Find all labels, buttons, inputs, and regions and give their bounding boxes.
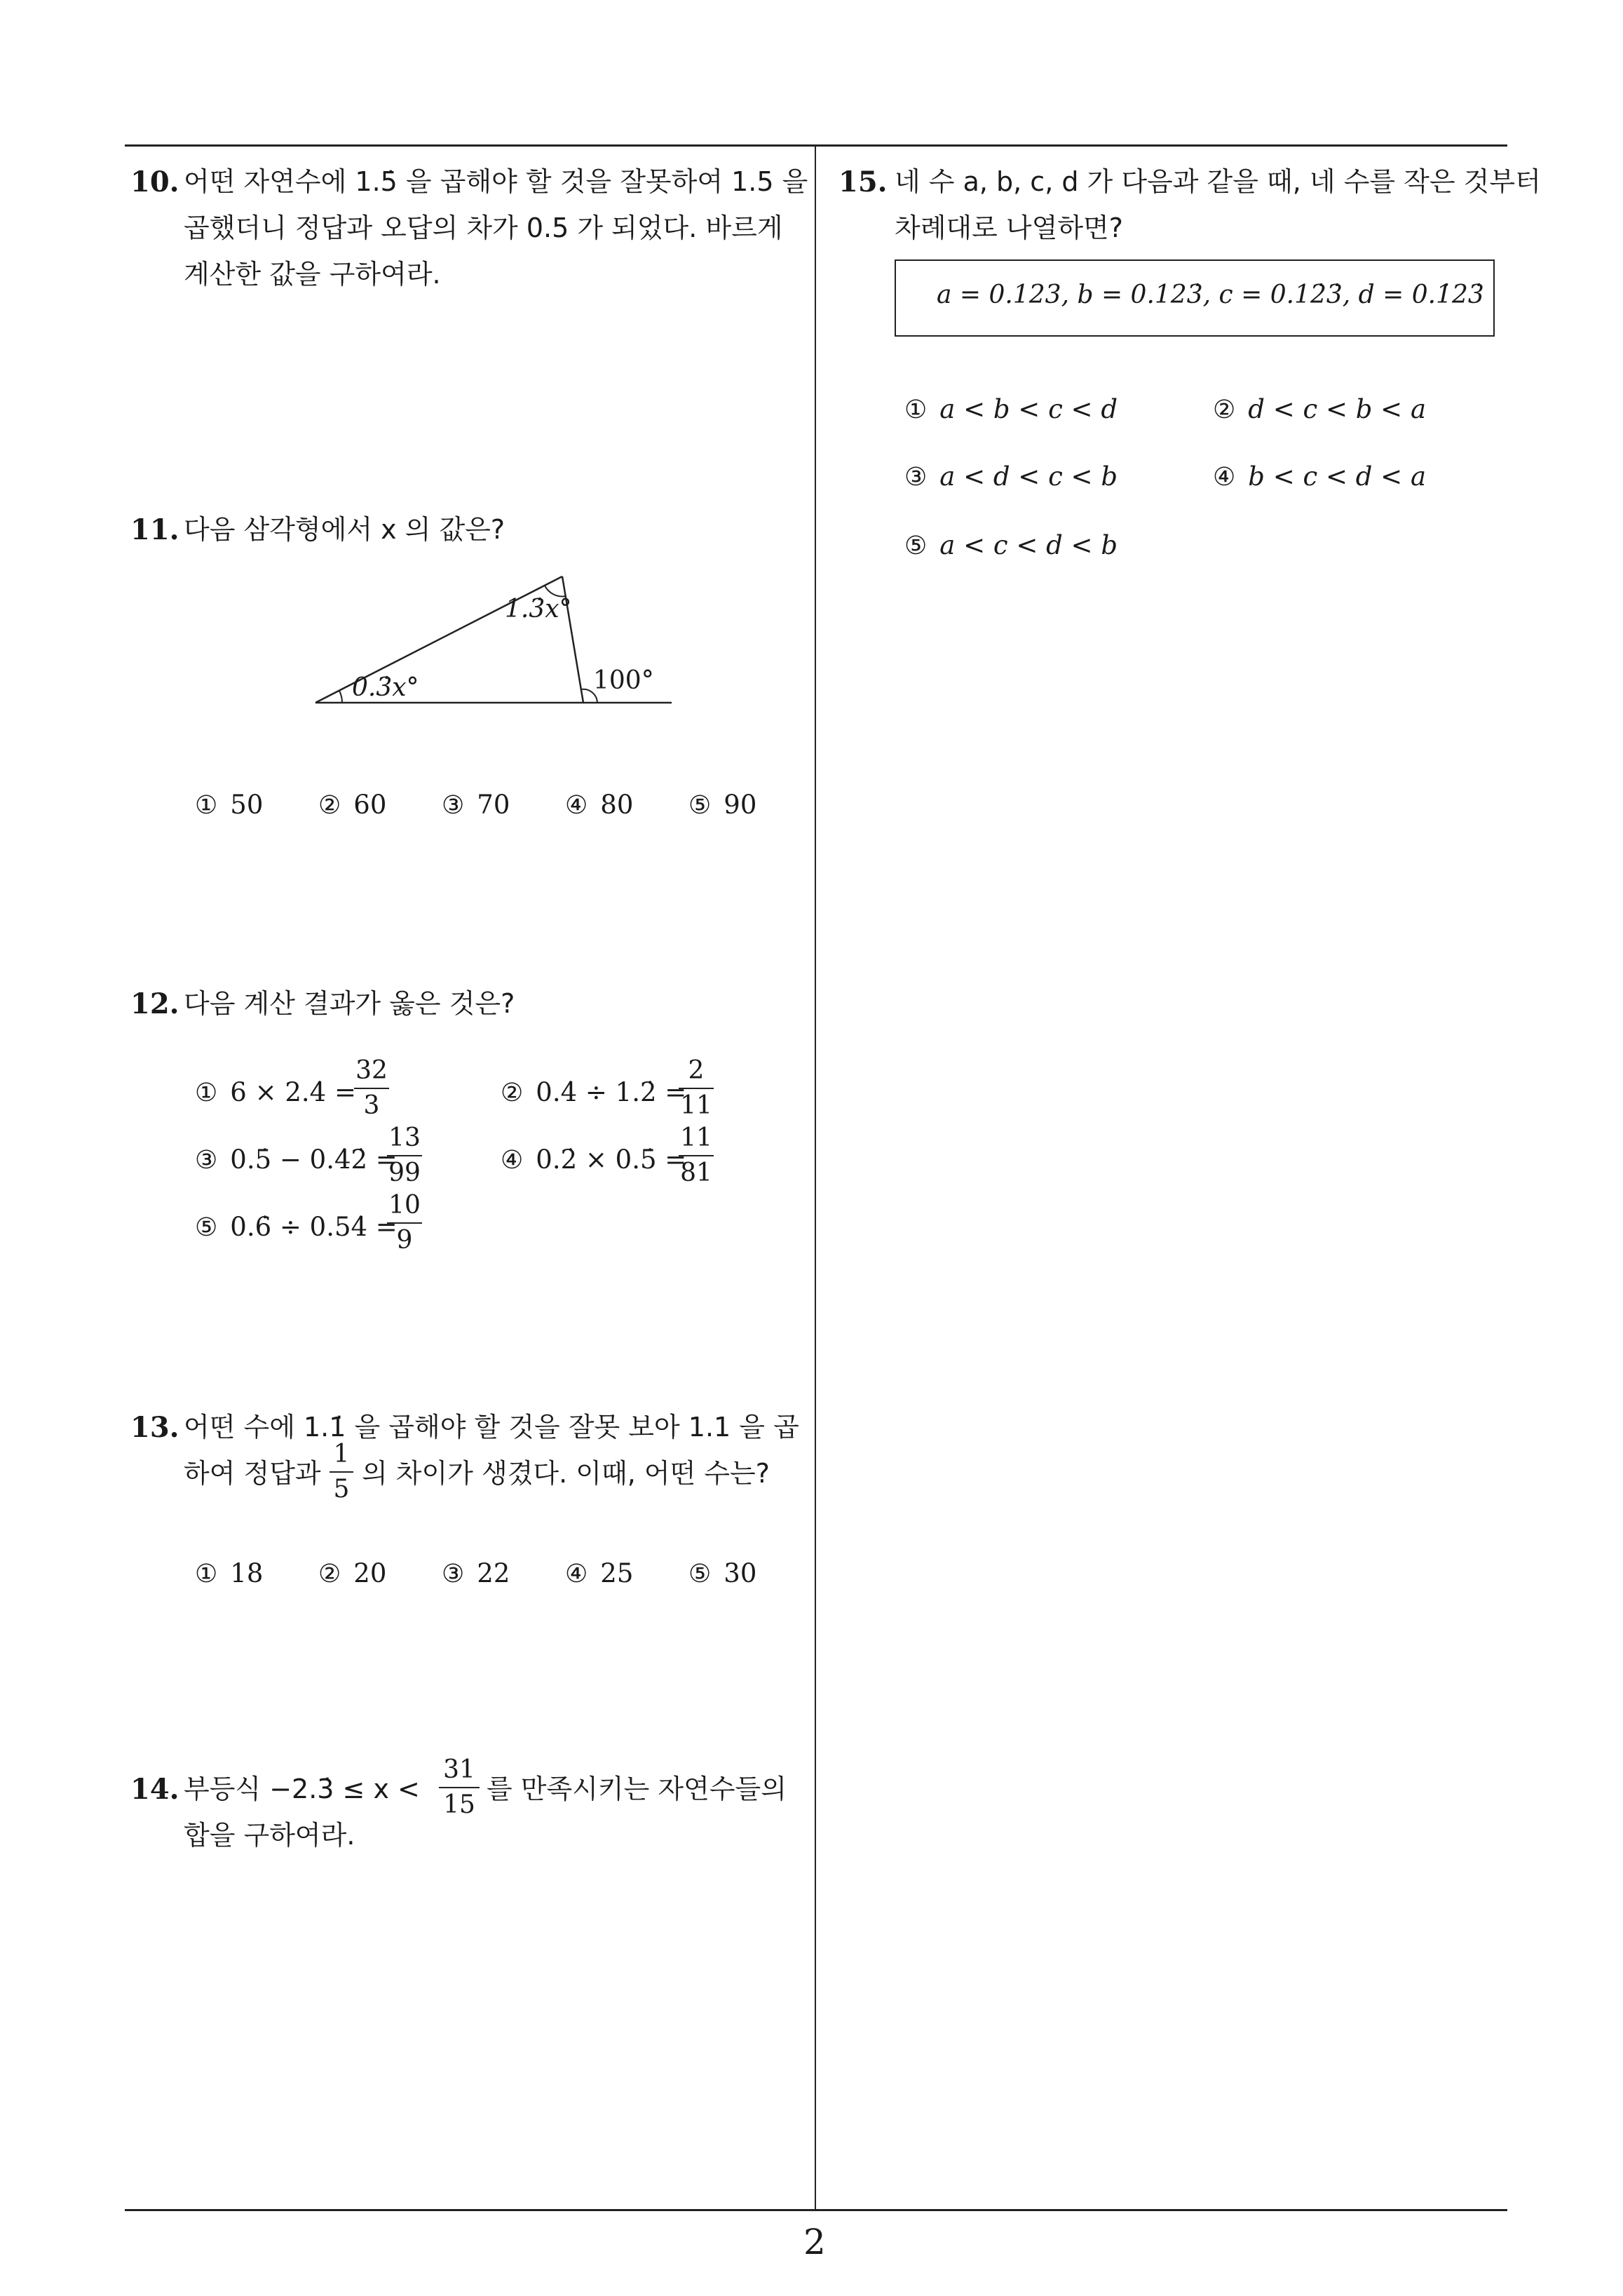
fraction-bar — [354, 1088, 389, 1089]
option-value: 22 — [477, 1558, 510, 1588]
fraction-denominator: 81 — [680, 1159, 712, 1187]
option-number: ② — [1213, 396, 1236, 424]
angle-label-right: 100° — [593, 666, 654, 695]
column-divider — [815, 144, 816, 2210]
question-number: 12. — [130, 987, 179, 1020]
option-value: 18 — [230, 1558, 264, 1588]
option-value: 20 — [353, 1558, 387, 1588]
question-text-line: 하여 정답과 — [184, 1458, 321, 1489]
option-2[interactable] — [318, 1558, 386, 1588]
option-2[interactable] — [501, 1077, 686, 1107]
question-fraction — [439, 1755, 480, 1821]
angle-label-left: 0.3̇x° — [352, 673, 419, 702]
top-rule — [125, 144, 1507, 147]
option-3[interactable] — [442, 790, 510, 820]
fraction-denominator: 9 — [396, 1226, 413, 1255]
question-number: 13. — [130, 1411, 179, 1444]
option-number: ③ — [442, 791, 465, 820]
option-number: ④ — [565, 791, 588, 820]
option-expression: 0.5̇ − 0.4̇2̇ = — [230, 1144, 398, 1175]
option-number: ③ — [442, 1560, 465, 1588]
question-number: 14. — [130, 1773, 179, 1806]
option-value: 50 — [230, 790, 264, 820]
option-value: 80 — [600, 790, 634, 820]
fraction-bar — [387, 1155, 422, 1156]
option-fraction — [679, 1123, 714, 1189]
question-text: 다음 계산 결과가 옳은 것은? — [184, 988, 515, 1019]
option-3[interactable] — [904, 461, 1118, 492]
fraction-numerator: 31 — [443, 1755, 475, 1784]
fraction-denominator: 11 — [680, 1091, 712, 1120]
question-text-line: 의 차이가 생겼다. 이때, 어떤 수는? — [362, 1458, 770, 1489]
angle-arc-left — [339, 691, 342, 703]
option-number: ⑤ — [688, 791, 712, 820]
question-number: 10. — [130, 166, 179, 198]
option-5[interactable] — [688, 790, 756, 820]
fraction-bar — [439, 1787, 480, 1788]
question-text-line: 곱했더니 정답과 오답의 차가 0.5 가 되었다. 바르게 — [184, 212, 783, 243]
fraction-bar — [330, 1471, 353, 1473]
question-text-line: 어떤 수에 1.1̇ 을 곱해야 할 것을 잘못 보아 1.1 을 곱 — [184, 1412, 799, 1443]
fraction-denominator: 15 — [443, 1790, 475, 1819]
question-text-line: 차례대로 나열하면? — [895, 212, 1123, 243]
option-5[interactable] — [195, 1212, 398, 1242]
fraction-numerator: 32 — [355, 1056, 388, 1085]
fraction-numerator: 13 — [388, 1123, 421, 1152]
option-3[interactable] — [195, 1144, 398, 1175]
fraction-numerator: 10 — [388, 1191, 421, 1220]
option-1[interactable] — [195, 1077, 356, 1107]
option-number: ② — [501, 1079, 524, 1107]
option-number: ④ — [565, 1560, 588, 1588]
question-text-line: 어떤 자연수에 1.5̇ 을 곱해야 할 것을 잘못하여 1.5 을 — [184, 166, 808, 197]
option-number: ① — [195, 1560, 218, 1588]
fraction-denominator: 5 — [333, 1475, 350, 1504]
fraction-bar — [679, 1088, 714, 1089]
option-expression: 0.2̇ × 0.5̇ = — [536, 1144, 687, 1175]
option-value: b < c < d < a — [1248, 461, 1427, 492]
option-number: ② — [318, 791, 341, 820]
option-4[interactable] — [565, 1558, 633, 1588]
fraction-numerator: 2 — [688, 1056, 705, 1085]
question-text: 다음 삼각형에서 x 의 값은? — [184, 514, 505, 545]
option-number: ⑤ — [904, 532, 928, 560]
option-fraction — [679, 1055, 714, 1121]
question-text-line: 를 만족시키는 자연수들의 — [487, 1774, 787, 1804]
option-number: ① — [195, 1079, 218, 1107]
fraction-numerator: 1 — [333, 1440, 350, 1468]
option-number: ⑤ — [195, 1213, 218, 1242]
option-number: ② — [318, 1560, 341, 1588]
option-value: 70 — [477, 790, 510, 820]
option-4[interactable] — [565, 790, 633, 820]
option-fraction — [354, 1055, 389, 1121]
option-number: ③ — [195, 1146, 218, 1175]
option-number: ③ — [904, 463, 928, 492]
option-fraction — [387, 1190, 422, 1256]
option-value: d < c < b < a — [1248, 394, 1427, 424]
option-value: 60 — [353, 790, 387, 820]
option-value: a < b < c < d — [939, 394, 1118, 424]
option-expression: 6 × 2.4̇ = — [230, 1077, 356, 1107]
option-expression: 0.4̇ ÷ 1.2̇ = — [536, 1077, 687, 1107]
bottom-rule — [125, 2209, 1507, 2211]
given-values: a = 0.123, b = 0.123̇, c = 0.12̇3̇, d = 0.1̇23̇ — [937, 281, 1484, 309]
option-1[interactable] — [195, 1558, 263, 1588]
option-number: ④ — [1213, 463, 1236, 492]
option-5[interactable] — [688, 1558, 756, 1588]
option-2[interactable] — [318, 790, 386, 820]
option-2[interactable] — [1213, 394, 1426, 424]
question-text-line: 네 수 a, b, c, d 가 다음과 같을 때, 네 수를 작은 것부터 — [895, 166, 1541, 197]
fraction-denominator: 99 — [388, 1159, 421, 1187]
question-fraction — [330, 1439, 353, 1505]
fraction-numerator: 11 — [680, 1123, 712, 1152]
question-text-line: 계산한 값을 구하여라. — [184, 259, 441, 290]
option-1[interactable] — [904, 394, 1118, 424]
option-1[interactable] — [195, 790, 263, 820]
option-value: a < d < c < b — [939, 461, 1118, 492]
question-text-line: 합을 구하여라. — [184, 1820, 355, 1851]
option-4[interactable] — [1213, 461, 1426, 492]
option-number: ④ — [501, 1146, 524, 1175]
option-value: 25 — [600, 1558, 634, 1588]
fraction-bar — [679, 1155, 714, 1156]
question-number: 11. — [130, 513, 179, 546]
option-4[interactable] — [501, 1144, 686, 1175]
option-fraction — [387, 1123, 422, 1189]
option-value: 30 — [724, 1558, 757, 1588]
page-number: 2 — [803, 2222, 826, 2262]
fraction-denominator: 3 — [363, 1091, 380, 1120]
option-expression: 0.6̇ ÷ 0.54̇ = — [230, 1212, 398, 1242]
option-value: 90 — [724, 790, 757, 820]
question-number: 15. — [838, 166, 888, 198]
option-number: ⑤ — [688, 1560, 712, 1588]
option-value: a < c < d < b — [939, 530, 1118, 560]
fraction-bar — [387, 1222, 422, 1224]
option-5[interactable] — [904, 530, 1118, 560]
option-3[interactable] — [442, 1558, 510, 1588]
option-number: ① — [195, 791, 218, 820]
option-number: ① — [904, 396, 928, 424]
question-text-line: 부등식 −2.3̇ ≤ x < — [184, 1774, 420, 1804]
angle-label-top: 1.3̇x° — [505, 595, 572, 623]
